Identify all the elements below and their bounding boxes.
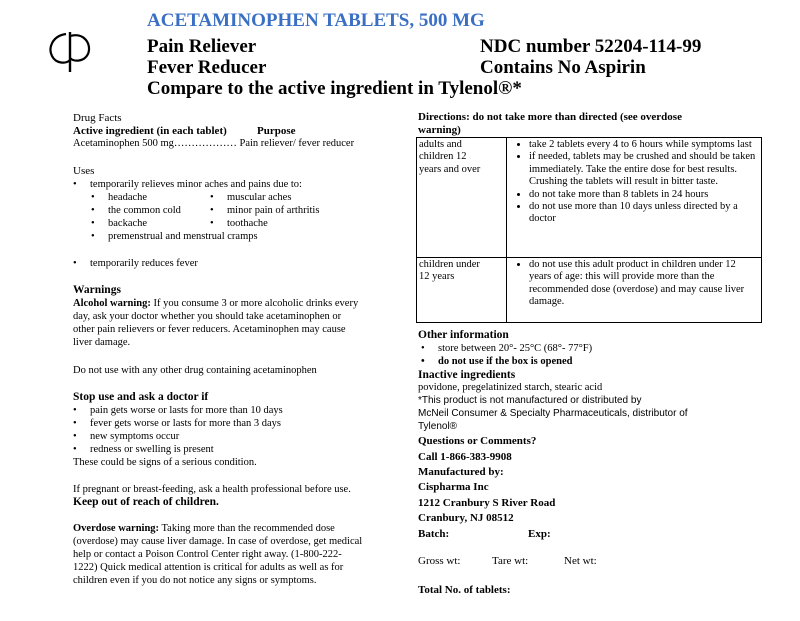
phi-logo-icon bbox=[44, 26, 96, 72]
instructions-cell bbox=[507, 138, 762, 258]
exp-label: Exp: bbox=[528, 528, 551, 540]
product-title: ACETAMINOPHEN TABLETS, 500 MG bbox=[147, 10, 485, 31]
uses-intro: • temporarily relieves minor aches and pains due to: bbox=[90, 179, 302, 191]
manufactured-label: Manufactured by: bbox=[418, 466, 504, 478]
pregnant-text: If pregnant or breast-feeding, ask a health professional before use. bbox=[73, 484, 351, 495]
alcohol-warning-text: other pain relievers or fever reducers. Acetaminophen may cause bbox=[73, 324, 346, 335]
pain-reliever-label: Pain Reliever bbox=[147, 36, 257, 57]
who-line: 12 years bbox=[419, 271, 455, 283]
active-ingredient-heading: Active ingredient (in each tablet) bbox=[73, 125, 227, 137]
who-line: children under bbox=[419, 259, 480, 270]
overdose-warning-label: Overdose warning: bbox=[73, 523, 160, 534]
who-line: years and over bbox=[419, 163, 481, 175]
who-line: adults and bbox=[419, 139, 462, 150]
who-cell bbox=[417, 138, 507, 258]
use-fever: • temporarily reduces fever bbox=[90, 258, 198, 270]
direction-item: • take 2 tablets every 4 to 6 hours while symptoms last bbox=[529, 139, 759, 151]
compare-label: Compare to the active ingredient in Tylenol®* bbox=[147, 78, 522, 99]
overdose-warning-text: (overdose) may cause liver damage. In case of overdose, get medical bbox=[73, 536, 363, 547]
use-item: • the common cold bbox=[108, 205, 181, 217]
drug-facts-heading: Drug Facts bbox=[73, 112, 122, 124]
overdose-warning-text: help or contact a Poison Control Center right away. (1-800-222- bbox=[73, 549, 342, 560]
overdose-warning-text: 1222) Quick medical attention is critical for adults as well as for bbox=[73, 562, 344, 573]
instructions-cell bbox=[507, 258, 762, 323]
stop-note: These could be signs of a serious condition. bbox=[73, 457, 257, 468]
company-name: Cispharma Inc bbox=[418, 481, 489, 493]
address-line-2: Cranbury, NJ 08512 bbox=[418, 512, 514, 524]
alcohol-warning-label: Alcohol warning: bbox=[73, 298, 151, 309]
stop-item: • redness or swelling is present bbox=[90, 444, 214, 456]
other-info-item: • store between 20°- 25°C (68°- 77°F) bbox=[438, 343, 592, 355]
directions-row-adults bbox=[417, 138, 762, 258]
net-weight-label: Net wt: bbox=[564, 555, 597, 567]
gross-weight-label: Gross wt: bbox=[418, 555, 461, 567]
warnings-heading: Warnings bbox=[73, 284, 121, 296]
use-item: • premenstrual and menstrual cramps bbox=[108, 231, 258, 243]
batch-label: Batch: bbox=[418, 528, 450, 540]
use-item: • toothache bbox=[227, 218, 268, 230]
directions-row-children bbox=[417, 258, 762, 323]
direction-item: • do not use more than 10 days unless directed by a doctor bbox=[529, 201, 759, 226]
directions-heading-cont: warning) bbox=[418, 124, 461, 136]
directions-heading: Directions: do not take more than directed (see overdose bbox=[418, 111, 682, 123]
tylenol-note: McNeil Consumer & Specialty Pharmaceuticals, distributor of bbox=[418, 408, 688, 419]
direction-item: • do not use this adult product in children under 12 years of age: this will provide more than the recommended dose (overdose) and may cause liver damage. bbox=[529, 259, 759, 309]
direction-item: • if needed, tablets may be crushed and should be taken immediately. Take the entire dose for best results. Crushing the tablets will result in bitter taste. bbox=[529, 151, 759, 188]
use-item: • minor pain of arthritis bbox=[227, 205, 319, 217]
who-line: children 12 bbox=[419, 151, 467, 163]
do-not-use-text: Do not use with any other drug containing acetaminophen bbox=[73, 365, 317, 376]
other-info-item: • do not use if the box is opened bbox=[438, 356, 572, 368]
purpose-heading: Purpose bbox=[257, 125, 296, 137]
keep-out-text: Keep out of reach of children. bbox=[73, 496, 219, 508]
use-item: • muscular aches bbox=[227, 192, 291, 204]
overdose-warning-text: Taking more than the recommended dose bbox=[159, 523, 335, 534]
tylenol-note: *This product is not manufactured or distributed by bbox=[418, 395, 642, 406]
tare-weight-label: Tare wt: bbox=[492, 555, 529, 567]
use-item: • backache bbox=[108, 218, 147, 230]
questions-label: Questions or Comments? bbox=[418, 435, 537, 447]
phone-number: Call 1-866-383-9908 bbox=[418, 451, 512, 463]
directions-table bbox=[416, 137, 762, 323]
total-tablets-label: Total No. of tablets: bbox=[418, 584, 511, 596]
stop-use-heading: Stop use and ask a doctor if bbox=[73, 391, 209, 403]
stop-item: • new symptoms occur bbox=[90, 431, 179, 443]
use-item: • headache bbox=[108, 192, 147, 204]
inactive-ingredients: povidone, pregelatinized starch, stearic acid bbox=[418, 382, 603, 393]
address-line-1: 1212 Cranbury S River Road bbox=[418, 497, 556, 509]
other-info-heading: Other information bbox=[418, 329, 509, 341]
stop-item: • pain gets worse or lasts for more than 10 days bbox=[90, 405, 283, 417]
stop-item: • fever gets worse or lasts for more than 3 days bbox=[90, 418, 281, 430]
ndc-number: NDC number 52204-114-99 bbox=[480, 36, 702, 57]
alcohol-warning-text: day, ask your doctor whether you should take acetaminophen or bbox=[73, 311, 342, 322]
fever-reducer-label: Fever Reducer bbox=[147, 57, 267, 78]
overdose-warning-text: children even if you do not notice any signs or symptoms. bbox=[73, 575, 317, 586]
alcohol-warning-text: liver damage. bbox=[73, 337, 131, 348]
inactive-heading: Inactive ingredients bbox=[418, 369, 516, 381]
tylenol-note: Tylenol® bbox=[418, 421, 458, 432]
alcohol-warning-text: If you consume 3 or more alcoholic drinks every bbox=[150, 298, 359, 309]
direction-item: • do not take more than 8 tablets in 24 hours bbox=[529, 189, 759, 201]
who-cell bbox=[417, 258, 507, 323]
active-ingredient-line: Acetaminophen 500 mg……………… Pain reliever/ fever reducer bbox=[73, 138, 355, 149]
uses-heading: Uses bbox=[73, 165, 95, 177]
no-aspirin-label: Contains No Aspirin bbox=[480, 57, 646, 78]
